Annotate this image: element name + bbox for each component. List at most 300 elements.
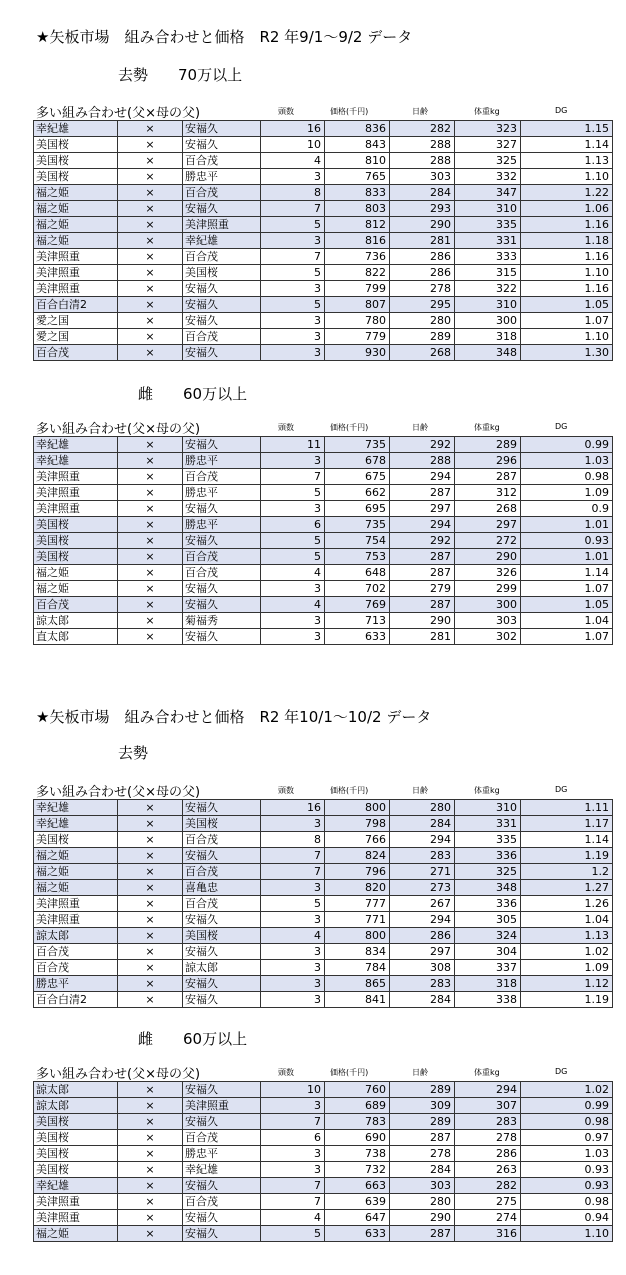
cross-cell: × xyxy=(118,864,183,880)
dg-cell: 0.93 xyxy=(521,1178,613,1194)
weight-cell: 294 xyxy=(455,1082,521,1098)
dam-sire-cell: 美津照重 xyxy=(183,217,261,233)
dg-cell: 1.16 xyxy=(521,281,613,297)
age-cell: 273 xyxy=(390,880,455,896)
dam-sire-cell: 安福久 xyxy=(183,137,261,153)
dg-cell: 1.22 xyxy=(521,185,613,201)
weight-cell: 318 xyxy=(455,329,521,345)
heads-cell: 4 xyxy=(261,565,325,581)
table-row xyxy=(34,1130,613,1146)
price-cell: 639 xyxy=(325,1194,390,1210)
dg-cell: 1.14 xyxy=(521,137,613,153)
table-row xyxy=(34,1146,613,1162)
dg-cell: 1.26 xyxy=(521,896,613,912)
table-row xyxy=(34,992,613,1008)
cross-cell: × xyxy=(118,597,183,613)
cross-cell: × xyxy=(118,816,183,832)
weight-cell: 310 xyxy=(455,201,521,217)
cross-cell: × xyxy=(118,153,183,169)
age-cell: 290 xyxy=(390,613,455,629)
weight-cell: 300 xyxy=(455,597,521,613)
cross-cell: × xyxy=(118,1098,183,1114)
cross-cell: × xyxy=(118,249,183,265)
age-cell: 295 xyxy=(390,297,455,313)
table-row xyxy=(34,1114,613,1130)
price-cell: 648 xyxy=(325,565,390,581)
weight-cell: 332 xyxy=(455,169,521,185)
price-cell: 735 xyxy=(325,437,390,453)
sire-cell: 百合白清2 xyxy=(34,297,118,313)
table-row xyxy=(34,437,613,453)
heads-cell: 3 xyxy=(261,169,325,185)
cross-cell: × xyxy=(118,485,183,501)
price-cell: 769 xyxy=(325,597,390,613)
header-price: 価格(千円) xyxy=(330,107,369,116)
weight-cell: 347 xyxy=(455,185,521,201)
header-weight: 体重kg xyxy=(474,423,500,432)
weight-cell: 286 xyxy=(455,1146,521,1162)
dg-cell: 1.16 xyxy=(521,217,613,233)
cross-cell: × xyxy=(118,1194,183,1210)
table-row xyxy=(34,233,613,249)
data-table xyxy=(33,120,613,361)
dam-sire-cell: 勝忠平 xyxy=(183,453,261,469)
table-row xyxy=(34,121,613,137)
heads-cell: 6 xyxy=(261,517,325,533)
age-cell: 283 xyxy=(390,976,455,992)
dam-sire-cell: 安福久 xyxy=(183,992,261,1008)
heads-cell: 4 xyxy=(261,1210,325,1226)
sire-cell: 美国桜 xyxy=(34,832,118,848)
cross-cell: × xyxy=(118,313,183,329)
table-row xyxy=(34,329,613,345)
table-row xyxy=(34,629,613,645)
weight-cell: 326 xyxy=(455,565,521,581)
cross-cell: × xyxy=(118,201,183,217)
dam-sire-cell: 勝忠平 xyxy=(183,169,261,185)
dg-cell: 1.05 xyxy=(521,297,613,313)
age-cell: 287 xyxy=(390,485,455,501)
heads-cell: 5 xyxy=(261,1226,325,1242)
header-combo: 多い組み合わせ(父×母の父) xyxy=(36,106,201,121)
heads-cell: 7 xyxy=(261,864,325,880)
cross-cell: × xyxy=(118,1130,183,1146)
cross-cell: × xyxy=(118,565,183,581)
sire-cell: 百合茂 xyxy=(34,597,118,613)
dg-cell: 1.16 xyxy=(521,249,613,265)
sire-cell: 百合茂 xyxy=(34,944,118,960)
table-row xyxy=(34,1178,613,1194)
price-cell: 713 xyxy=(325,613,390,629)
heads-cell: 4 xyxy=(261,928,325,944)
dam-sire-cell: 安福久 xyxy=(183,201,261,217)
age-cell: 280 xyxy=(390,1194,455,1210)
sire-cell: 諒太郎 xyxy=(34,613,118,629)
weight-cell: 283 xyxy=(455,1114,521,1130)
header-dg: DG xyxy=(555,1067,568,1076)
price-cell: 800 xyxy=(325,928,390,944)
cross-cell: × xyxy=(118,501,183,517)
cross-cell: × xyxy=(118,281,183,297)
price-cell: 753 xyxy=(325,549,390,565)
header-heads: 頭数 xyxy=(278,107,294,116)
age-cell: 288 xyxy=(390,153,455,169)
sire-cell: 美国桜 xyxy=(34,153,118,169)
heads-cell: 5 xyxy=(261,533,325,549)
table-row xyxy=(34,217,613,233)
weight-cell: 278 xyxy=(455,1130,521,1146)
table-row xyxy=(34,281,613,297)
table-row xyxy=(34,565,613,581)
price-cell: 843 xyxy=(325,137,390,153)
heads-cell: 3 xyxy=(261,992,325,1008)
table-row xyxy=(34,581,613,597)
age-cell: 282 xyxy=(390,121,455,137)
heads-cell: 7 xyxy=(261,1194,325,1210)
weight-cell: 338 xyxy=(455,992,521,1008)
heads-cell: 3 xyxy=(261,1146,325,1162)
heads-cell: 5 xyxy=(261,549,325,565)
dg-cell: 0.9 xyxy=(521,501,613,517)
data-table xyxy=(33,436,613,645)
heads-cell: 16 xyxy=(261,800,325,816)
sire-cell: 幸紀雄 xyxy=(34,800,118,816)
sire-cell: 福之姫 xyxy=(34,848,118,864)
weight-cell: 303 xyxy=(455,613,521,629)
weight-cell: 325 xyxy=(455,153,521,169)
weight-cell: 316 xyxy=(455,1226,521,1242)
heads-cell: 5 xyxy=(261,896,325,912)
table-row xyxy=(34,517,613,533)
sire-cell: 福之姫 xyxy=(34,581,118,597)
heads-cell: 4 xyxy=(261,153,325,169)
table-row xyxy=(34,265,613,281)
dg-cell: 1.04 xyxy=(521,613,613,629)
weight-cell: 335 xyxy=(455,217,521,233)
table-row xyxy=(34,169,613,185)
heads-cell: 10 xyxy=(261,137,325,153)
dg-cell: 1.09 xyxy=(521,485,613,501)
age-cell: 278 xyxy=(390,281,455,297)
price-cell: 732 xyxy=(325,1162,390,1178)
dg-cell: 1.01 xyxy=(521,549,613,565)
dam-sire-cell: 安福久 xyxy=(183,800,261,816)
group-title: 雌 60万以上 xyxy=(138,1030,248,1048)
price-cell: 736 xyxy=(325,249,390,265)
age-cell: 292 xyxy=(390,437,455,453)
table-row xyxy=(34,864,613,880)
age-cell: 309 xyxy=(390,1098,455,1114)
dam-sire-cell: 美国桜 xyxy=(183,816,261,832)
weight-cell: 325 xyxy=(455,864,521,880)
weight-cell: 348 xyxy=(455,880,521,896)
dg-cell: 1.03 xyxy=(521,1146,613,1162)
dg-cell: 1.2 xyxy=(521,864,613,880)
age-cell: 286 xyxy=(390,249,455,265)
table-header xyxy=(0,1063,626,1081)
weight-cell: 323 xyxy=(455,121,521,137)
heads-cell: 4 xyxy=(261,597,325,613)
dam-sire-cell: 百合茂 xyxy=(183,469,261,485)
table-row xyxy=(34,1162,613,1178)
sire-cell: 諒太郎 xyxy=(34,928,118,944)
cross-cell: × xyxy=(118,137,183,153)
heads-cell: 3 xyxy=(261,345,325,361)
dam-sire-cell: 安福久 xyxy=(183,313,261,329)
dg-cell: 1.03 xyxy=(521,453,613,469)
weight-cell: 327 xyxy=(455,137,521,153)
header-dg: DG xyxy=(555,785,568,794)
price-cell: 702 xyxy=(325,581,390,597)
cross-cell: × xyxy=(118,469,183,485)
cross-cell: × xyxy=(118,533,183,549)
dg-cell: 1.07 xyxy=(521,629,613,645)
age-cell: 290 xyxy=(390,1210,455,1226)
age-cell: 289 xyxy=(390,1082,455,1098)
header-heads: 頭数 xyxy=(278,786,294,795)
sire-cell: 美津照重 xyxy=(34,896,118,912)
age-cell: 280 xyxy=(390,313,455,329)
dam-sire-cell: 安福久 xyxy=(183,1226,261,1242)
sire-cell: 勝忠平 xyxy=(34,976,118,992)
dg-cell: 1.05 xyxy=(521,597,613,613)
sire-cell: 直太郎 xyxy=(34,629,118,645)
price-cell: 766 xyxy=(325,832,390,848)
table-row xyxy=(34,880,613,896)
age-cell: 286 xyxy=(390,928,455,944)
heads-cell: 16 xyxy=(261,121,325,137)
group-title: 雌 60万以上 xyxy=(138,385,248,403)
heads-cell: 3 xyxy=(261,976,325,992)
cross-cell: × xyxy=(118,912,183,928)
section-title: ★矢板市場 組み合わせと価格 R2 年9/1～9/2 データ xyxy=(36,28,413,46)
table-row xyxy=(34,453,613,469)
heads-cell: 3 xyxy=(261,960,325,976)
sire-cell: 幸紀雄 xyxy=(34,1178,118,1194)
age-cell: 297 xyxy=(390,944,455,960)
dg-cell: 1.17 xyxy=(521,816,613,832)
dg-cell: 1.13 xyxy=(521,153,613,169)
dg-cell: 0.99 xyxy=(521,437,613,453)
age-cell: 279 xyxy=(390,581,455,597)
header-age: 日齢 xyxy=(412,107,428,116)
age-cell: 287 xyxy=(390,549,455,565)
heads-cell: 3 xyxy=(261,1098,325,1114)
price-cell: 800 xyxy=(325,800,390,816)
weight-cell: 335 xyxy=(455,832,521,848)
heads-cell: 8 xyxy=(261,832,325,848)
weight-cell: 315 xyxy=(455,265,521,281)
table-row xyxy=(34,960,613,976)
weight-cell: 263 xyxy=(455,1162,521,1178)
sire-cell: 美国桜 xyxy=(34,533,118,549)
dam-sire-cell: 安福久 xyxy=(183,1178,261,1194)
table-row xyxy=(34,1226,613,1242)
dam-sire-cell: 百合茂 xyxy=(183,549,261,565)
age-cell: 289 xyxy=(390,329,455,345)
heads-cell: 3 xyxy=(261,629,325,645)
dam-sire-cell: 美津照重 xyxy=(183,1098,261,1114)
age-cell: 288 xyxy=(390,453,455,469)
price-cell: 777 xyxy=(325,896,390,912)
heads-cell: 7 xyxy=(261,1178,325,1194)
price-cell: 735 xyxy=(325,517,390,533)
dam-sire-cell: 幸紀雄 xyxy=(183,233,261,249)
age-cell: 294 xyxy=(390,469,455,485)
price-cell: 678 xyxy=(325,453,390,469)
header-combo: 多い組み合わせ(父×母の父) xyxy=(36,785,201,800)
age-cell: 268 xyxy=(390,345,455,361)
dam-sire-cell: 安福久 xyxy=(183,121,261,137)
price-cell: 633 xyxy=(325,629,390,645)
heads-cell: 3 xyxy=(261,880,325,896)
heads-cell: 7 xyxy=(261,249,325,265)
dg-cell: 1.09 xyxy=(521,960,613,976)
table-row xyxy=(34,469,613,485)
sire-cell: 美津照重 xyxy=(34,265,118,281)
header-combo: 多い組み合わせ(父×母の父) xyxy=(36,422,201,437)
sire-cell: 幸紀雄 xyxy=(34,437,118,453)
cross-cell: × xyxy=(118,1162,183,1178)
age-cell: 283 xyxy=(390,848,455,864)
sire-cell: 美国桜 xyxy=(34,169,118,185)
sire-cell: 美津照重 xyxy=(34,1194,118,1210)
dg-cell: 1.15 xyxy=(521,121,613,137)
heads-cell: 3 xyxy=(261,816,325,832)
cross-cell: × xyxy=(118,549,183,565)
heads-cell: 10 xyxy=(261,1082,325,1098)
weight-cell: 296 xyxy=(455,453,521,469)
cross-cell: × xyxy=(118,345,183,361)
dg-cell: 1.02 xyxy=(521,1082,613,1098)
cross-cell: × xyxy=(118,1178,183,1194)
sire-cell: 愛之国 xyxy=(34,329,118,345)
table-row xyxy=(34,137,613,153)
age-cell: 287 xyxy=(390,1226,455,1242)
price-cell: 784 xyxy=(325,960,390,976)
table-header xyxy=(0,781,626,799)
dam-sire-cell: 百合茂 xyxy=(183,153,261,169)
sire-cell: 幸紀雄 xyxy=(34,121,118,137)
cross-cell: × xyxy=(118,1082,183,1098)
sire-cell: 福之姫 xyxy=(34,233,118,249)
table-row xyxy=(34,1098,613,1114)
price-cell: 836 xyxy=(325,121,390,137)
table-row xyxy=(34,1210,613,1226)
dam-sire-cell: 勝忠平 xyxy=(183,1146,261,1162)
header-combo: 多い組み合わせ(父×母の父) xyxy=(36,1067,201,1082)
sire-cell: 諒太郎 xyxy=(34,1082,118,1098)
cross-cell: × xyxy=(118,437,183,453)
sire-cell: 福之姫 xyxy=(34,1226,118,1242)
age-cell: 297 xyxy=(390,501,455,517)
dam-sire-cell: 勝忠平 xyxy=(183,485,261,501)
header-dg: DG xyxy=(555,106,568,115)
age-cell: 289 xyxy=(390,1114,455,1130)
dam-sire-cell: 喜亀忠 xyxy=(183,880,261,896)
weight-cell: 337 xyxy=(455,960,521,976)
sire-cell: 百合白清2 xyxy=(34,992,118,1008)
table-row xyxy=(34,1194,613,1210)
cross-cell: × xyxy=(118,233,183,249)
dg-cell: 1.10 xyxy=(521,169,613,185)
price-cell: 824 xyxy=(325,848,390,864)
weight-cell: 318 xyxy=(455,976,521,992)
cross-cell: × xyxy=(118,928,183,944)
cross-cell: × xyxy=(118,613,183,629)
price-cell: 807 xyxy=(325,297,390,313)
price-cell: 663 xyxy=(325,1178,390,1194)
weight-cell: 275 xyxy=(455,1194,521,1210)
sire-cell: 福之姫 xyxy=(34,565,118,581)
table-row xyxy=(34,1082,613,1098)
weight-cell: 322 xyxy=(455,281,521,297)
dam-sire-cell: 百合茂 xyxy=(183,1130,261,1146)
dam-sire-cell: 美国桜 xyxy=(183,265,261,281)
dam-sire-cell: 百合茂 xyxy=(183,249,261,265)
price-cell: 779 xyxy=(325,329,390,345)
dam-sire-cell: 安福久 xyxy=(183,1210,261,1226)
sire-cell: 美国桜 xyxy=(34,137,118,153)
age-cell: 293 xyxy=(390,201,455,217)
table-row xyxy=(34,501,613,517)
table-row xyxy=(34,485,613,501)
sire-cell: 福之姫 xyxy=(34,880,118,896)
age-cell: 281 xyxy=(390,233,455,249)
cross-cell: × xyxy=(118,1146,183,1162)
age-cell: 278 xyxy=(390,1146,455,1162)
age-cell: 287 xyxy=(390,597,455,613)
header-weight: 体重kg xyxy=(474,107,500,116)
heads-cell: 3 xyxy=(261,613,325,629)
data-table xyxy=(33,1081,613,1242)
sire-cell: 美津照重 xyxy=(34,1210,118,1226)
heads-cell: 3 xyxy=(261,313,325,329)
dg-cell: 1.07 xyxy=(521,581,613,597)
weight-cell: 290 xyxy=(455,549,521,565)
age-cell: 303 xyxy=(390,169,455,185)
dg-cell: 0.99 xyxy=(521,1098,613,1114)
weight-cell: 312 xyxy=(455,485,521,501)
cross-cell: × xyxy=(118,896,183,912)
header-dg: DG xyxy=(555,422,568,431)
header-age: 日齢 xyxy=(412,786,428,795)
heads-cell: 5 xyxy=(261,485,325,501)
header-price: 価格(千円) xyxy=(330,1068,369,1077)
heads-cell: 3 xyxy=(261,501,325,517)
heads-cell: 7 xyxy=(261,201,325,217)
dg-cell: 1.30 xyxy=(521,345,613,361)
dam-sire-cell: 安福久 xyxy=(183,976,261,992)
weight-cell: 272 xyxy=(455,533,521,549)
weight-cell: 287 xyxy=(455,469,521,485)
dg-cell: 1.27 xyxy=(521,880,613,896)
age-cell: 267 xyxy=(390,896,455,912)
weight-cell: 324 xyxy=(455,928,521,944)
table-row xyxy=(34,800,613,816)
sire-cell: 美津照重 xyxy=(34,281,118,297)
dam-sire-cell: 百合茂 xyxy=(183,329,261,345)
dam-sire-cell: 百合茂 xyxy=(183,832,261,848)
cross-cell: × xyxy=(118,960,183,976)
dam-sire-cell: 百合茂 xyxy=(183,864,261,880)
heads-cell: 5 xyxy=(261,297,325,313)
age-cell: 284 xyxy=(390,1162,455,1178)
price-cell: 865 xyxy=(325,976,390,992)
weight-cell: 304 xyxy=(455,944,521,960)
heads-cell: 7 xyxy=(261,469,325,485)
header-heads: 頭数 xyxy=(278,1068,294,1077)
